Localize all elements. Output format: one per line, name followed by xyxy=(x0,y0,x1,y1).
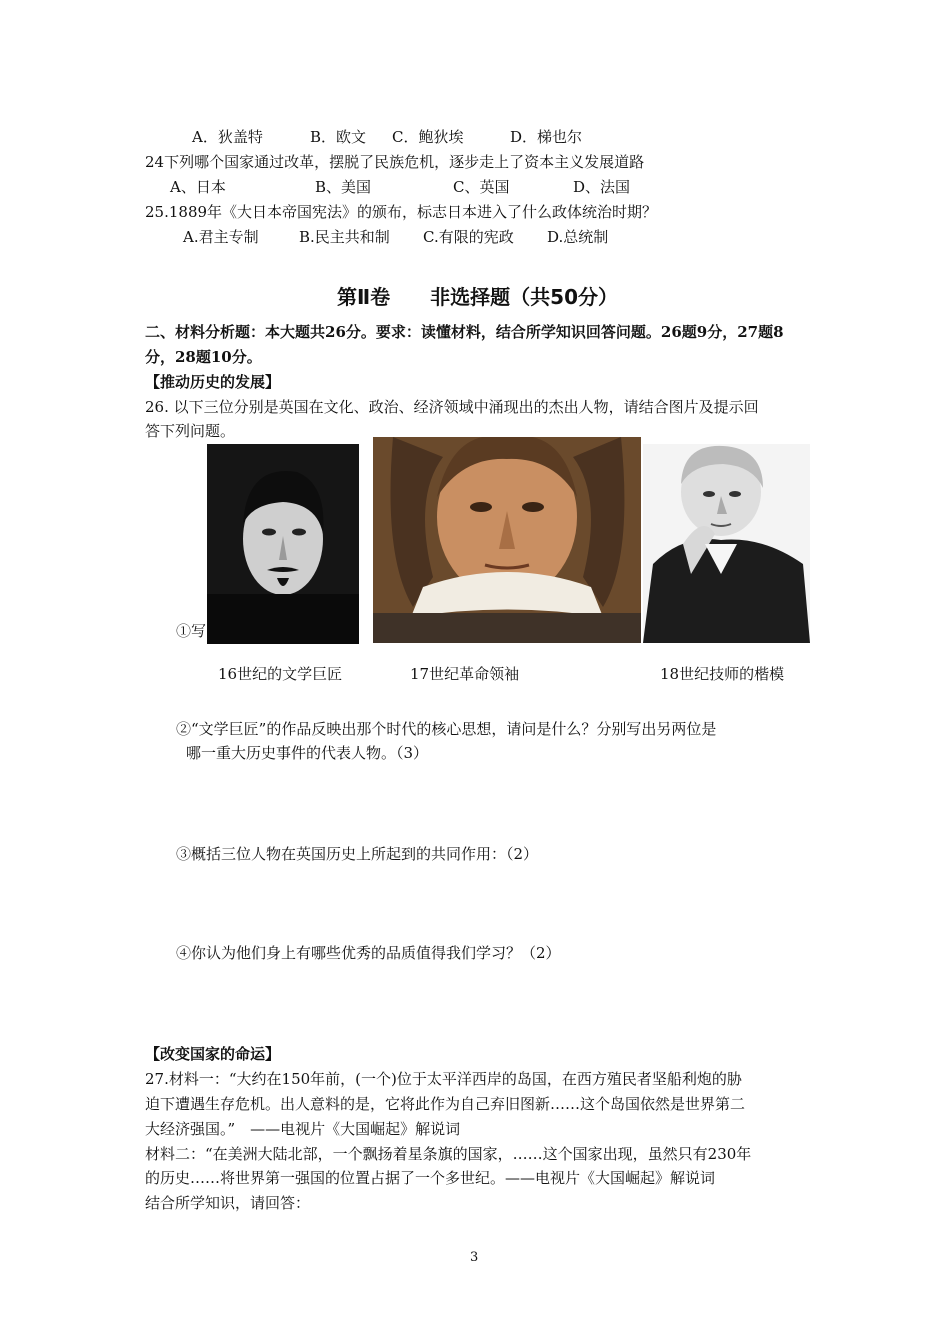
q26-sub1-partial: ①写 xyxy=(176,622,207,640)
instructions-line-2: 分，28题10分。 xyxy=(145,348,262,366)
q27-line-5: 的历史……将世界第一强国的位置占据了一个多世纪。——电视片《大国崛起》解说词 xyxy=(145,1169,716,1187)
q26-stem-line-1: 26. 以下三位分别是英国在文化、政治、经济领域中涌现出的杰出人物，请结合图片及提示回 xyxy=(145,398,759,416)
q26-sub4: ④你认为他们身上有哪些优秀的品质值得我们学习？（2） xyxy=(176,944,561,962)
q25-options xyxy=(183,226,608,248)
caption-literary-figure: 16世纪的文学巨匠 xyxy=(218,665,343,683)
q27-line-2: 迫下遭遇生存危机。出人意料的是，它将此作为自己弃旧图新……这个岛国依然是世界第二 xyxy=(145,1095,746,1113)
q27-line-3: 大经济强国。” ——电视片《大国崛起》解说词 xyxy=(145,1120,461,1138)
instructions-line-1: 二、材料分析题：本大题共26分。要求：读懂材料，结合所学知识回答问题。26题9分，27题8 xyxy=(145,323,784,341)
q27-line-6: 结合所学知识，请回答： xyxy=(145,1194,311,1212)
q23-option-a: A．狄盖特 xyxy=(192,128,263,146)
q25-stem: 25.1889年《大日本帝国宪法》的颁布，标志日本进入了什么政体统治时期？ xyxy=(145,203,658,221)
q26-sub3: ③概括三位人物在英国历史上所起到的共同作用：（2） xyxy=(176,845,539,863)
q23-option-b: B．欧文 xyxy=(310,128,367,146)
section-heading-history: 【推动历史的发展】 xyxy=(145,373,281,391)
q24-stem: 24下列哪个国家通过改革，摆脱了民族危机，逐步走上了资本主义发展道路 xyxy=(145,153,645,171)
q24-option-c: C、英国 xyxy=(453,178,510,196)
section-heading-destiny: 【改变国家的命运】 xyxy=(145,1045,281,1063)
q25-option-a: A.君主专制 xyxy=(183,228,259,246)
q24-options xyxy=(170,176,630,198)
q24-option-a: A、日本 xyxy=(170,178,226,196)
q25-option-b: B.民主共和制 xyxy=(299,228,390,246)
portrait-engineer xyxy=(643,444,810,643)
q23-options xyxy=(192,126,582,148)
q26-stem-line-2: 答下列问题。 xyxy=(145,422,236,440)
q24-option-b: B、美国 xyxy=(315,178,372,196)
q25-option-d: D.总统制 xyxy=(547,228,609,246)
q26-sub2-line-2: 哪一重大历史事件的代表人物。（3） xyxy=(186,744,429,762)
q23-option-c: C．鲍狄埃 xyxy=(392,128,464,146)
q25-option-c: C.有限的宪政 xyxy=(423,228,514,246)
q24-option-d: D、法国 xyxy=(573,178,631,196)
section-title: 第Ⅱ卷 非选择题（共50分） xyxy=(337,285,619,309)
page-number: 3 xyxy=(470,1250,479,1265)
q27-line-1: 27.材料一：“大约在150年前，(一个)位于太平洋西岸的岛国，在西方殖民者坚船利炮的胁 xyxy=(145,1070,742,1088)
caption-engineer: 18世纪技师的楷模 xyxy=(660,665,785,683)
q27-line-4: 材料二：“在美洲大陆北部，一个飘扬着星条旗的国家，……这个国家出现，虽然只有230年 xyxy=(145,1145,752,1163)
q23-option-d: D．梯也尔 xyxy=(510,128,583,146)
caption-revolution-leader: 17世纪革命领袖 xyxy=(410,665,520,683)
portrait-revolution-leader xyxy=(373,437,641,643)
q26-sub2-line-1: ②“文学巨匠”的作品反映出那个时代的核心思想，请问是什么？分别写出另两位是 xyxy=(176,720,717,738)
portrait-literary-figure xyxy=(207,444,359,644)
